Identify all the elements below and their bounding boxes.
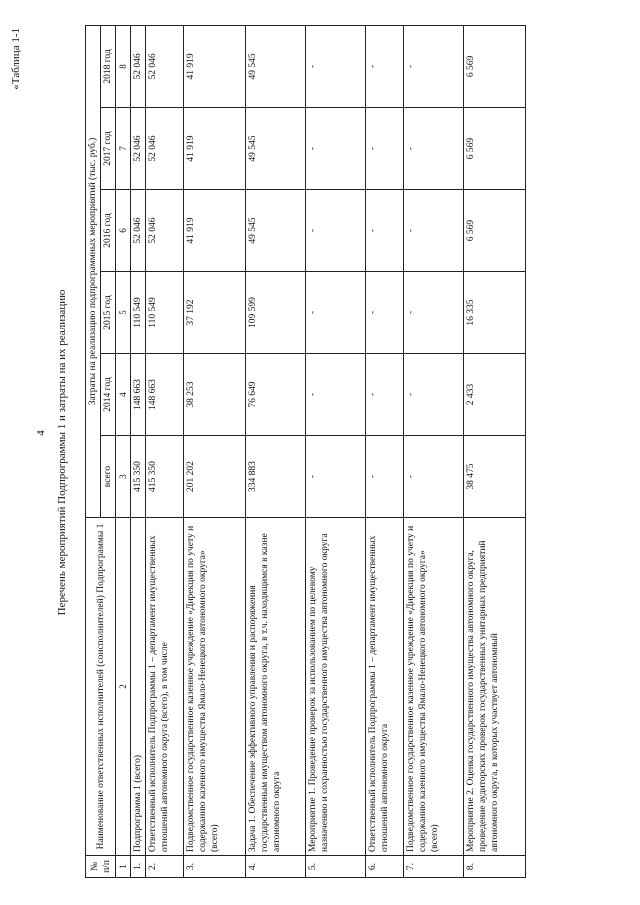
row-value: 148 663 — [146, 354, 184, 436]
row-value: 52 046 — [146, 190, 184, 272]
table-tag: «Таблица 1-1 — [10, 28, 22, 90]
row-value: - — [404, 108, 464, 190]
row-value: - — [404, 354, 464, 436]
table-row — [404, 25, 464, 877]
row-value: 415 350 — [146, 436, 184, 518]
row-value: 52 046 — [131, 190, 146, 272]
row-value: 41 919 — [184, 108, 246, 190]
row-value: 38 475 — [464, 436, 526, 518]
row-value: 110 549 — [131, 272, 146, 354]
row-value: - — [366, 272, 404, 354]
row-value: 110 549 — [146, 272, 184, 354]
row-value: 109 599 — [246, 272, 306, 354]
year-header: 2014 год — [101, 354, 116, 436]
index-cell: 1 — [116, 856, 131, 878]
row-value: 49 545 — [246, 25, 306, 107]
row-value: 201 202 — [184, 436, 246, 518]
row-value: 52 046 — [146, 108, 184, 190]
table-caption: Перечень мероприятий Подпрограммы 1 и затраты на их реализацию — [56, 289, 68, 616]
table-row — [246, 25, 306, 877]
row-value: 41 919 — [184, 25, 246, 107]
year-header: 2015 год — [101, 272, 116, 354]
row-name: Мероприятие 1. Проведение проверок за использованием по целевому назначению и сохранностью государственного имущества автономного округа — [306, 518, 366, 856]
table-row — [366, 25, 404, 877]
row-name: Подведомственное государственное казенное учреждение «Дирекция по учету и содержанию казенного имущества Ямало-Ненецкого автономного округа» (всего) — [184, 518, 246, 856]
row-number: 4. — [246, 856, 306, 878]
row-number: 3. — [184, 856, 246, 878]
row-value: 52 046 — [131, 108, 146, 190]
row-value: 148 663 — [131, 354, 146, 436]
row-value: - — [404, 190, 464, 272]
index-cell: 2 — [116, 518, 131, 856]
row-number: 7. — [404, 856, 464, 878]
index-cell: 4 — [116, 354, 131, 436]
index-cell: 6 — [116, 190, 131, 272]
row-value: - — [366, 354, 404, 436]
row-value: - — [306, 108, 366, 190]
costs-table — [85, 25, 526, 878]
col-name-header: Наименование ответственных исполнителей (соисполнителей) Подпрограммы 1 — [86, 518, 116, 856]
row-value: - — [306, 436, 366, 518]
row-value: - — [306, 190, 366, 272]
index-cell: 8 — [116, 25, 131, 107]
row-value: 52 046 — [131, 25, 146, 107]
col-no-header: № п/п — [86, 856, 116, 878]
row-name: Ответственный исполнитель Подпрограммы 1 – департамент имущественных отношений автономного округа — [366, 518, 404, 856]
table-row — [131, 25, 146, 877]
row-number: 5. — [306, 856, 366, 878]
row-value: 415 350 — [131, 436, 146, 518]
row-value: 38 253 — [184, 354, 246, 436]
row-value: - — [366, 25, 404, 107]
row-value: 6 569 — [464, 25, 526, 107]
table-row — [306, 25, 366, 877]
row-value: 76 649 — [246, 354, 306, 436]
row-value: 2 433 — [464, 354, 526, 436]
row-value: - — [366, 436, 404, 518]
col-costs-header: Затраты на реализацию подпрограммных мероприятий (тыс. руб.) — [86, 25, 101, 517]
row-name: Подведомственное государственное казенное учреждение «Дирекция по учету и содержанию казенного имущества Ямало-Ненецкого автономного округа» (всего) — [404, 518, 464, 856]
row-value: 49 545 — [246, 108, 306, 190]
row-name: Задача 1. Обеспечение эффективного управления и распоряжения государственным имуществом автономного округа, в т.ч. находящимся в казне автономного округа — [246, 518, 306, 856]
index-cell: 3 — [116, 436, 131, 518]
row-value: 6 569 — [464, 190, 526, 272]
table-row — [464, 25, 526, 877]
row-name: Подпрограмма 1 (всего) — [131, 518, 146, 856]
row-value: - — [404, 25, 464, 107]
table-body — [131, 25, 526, 877]
row-value: 16 335 — [464, 272, 526, 354]
row-value: 52 046 — [146, 25, 184, 107]
row-number: 6. — [366, 856, 404, 878]
row-value: - — [366, 190, 404, 272]
row-value: 6 569 — [464, 108, 526, 190]
row-number: 2. — [146, 856, 184, 878]
row-name: Мероприятие 2. Оценка государственного имущества автономного округа, проведение аудиторских проверок государственных унитарных предприятий автономного округа, в которых участвует автономный — [464, 518, 526, 856]
row-value: - — [404, 436, 464, 518]
year-header: 2016 год — [101, 190, 116, 272]
row-value: 41 919 — [184, 190, 246, 272]
row-value: 37 192 — [184, 272, 246, 354]
row-number: 1. — [131, 856, 146, 878]
index-cell: 7 — [116, 108, 131, 190]
row-name: Ответственный исполнитель Подпрограммы 1 – департамент имущественных отношений автономного округа (всего), в том числе — [146, 518, 184, 856]
year-header: 2017 год — [101, 108, 116, 190]
table-row — [146, 25, 184, 877]
year-header: всего — [101, 436, 116, 518]
row-value: - — [366, 108, 404, 190]
row-value: 49 545 — [246, 190, 306, 272]
table-row — [184, 25, 246, 877]
page-number: 4 — [34, 430, 47, 436]
row-value: - — [306, 354, 366, 436]
row-value: - — [306, 272, 366, 354]
row-number: 8. — [464, 856, 526, 878]
row-value: - — [306, 25, 366, 107]
year-header: 2018 год — [101, 25, 116, 107]
row-value: 334 883 — [246, 436, 306, 518]
row-value: - — [404, 272, 464, 354]
index-cell: 5 — [116, 272, 131, 354]
